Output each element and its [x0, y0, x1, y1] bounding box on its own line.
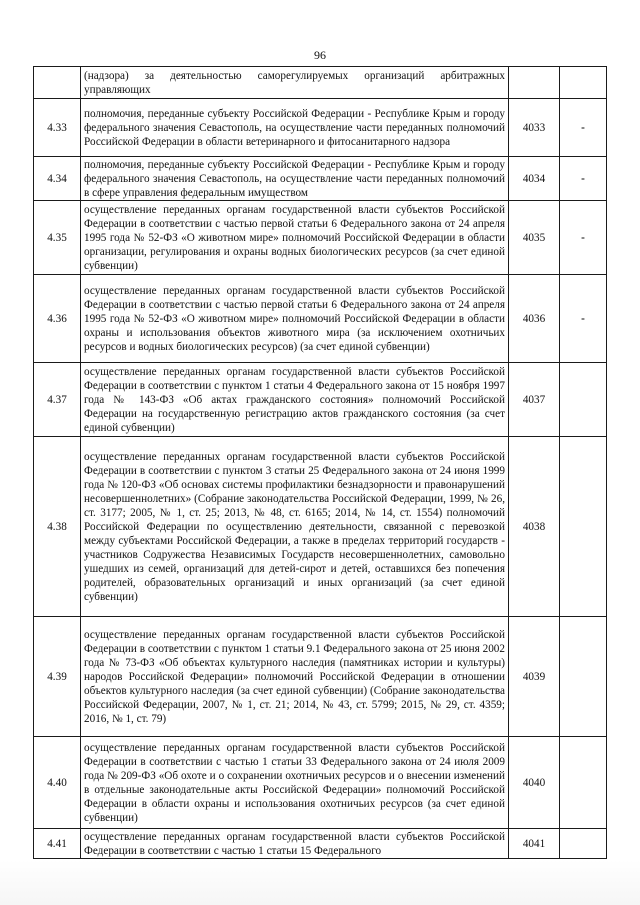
row-number: 4.35 — [34, 201, 81, 275]
table-row — [34, 157, 607, 201]
table-row — [34, 829, 607, 859]
row-value: - — [560, 157, 607, 201]
row-code: 4037 — [509, 363, 560, 437]
row-number: 4.33 — [34, 99, 81, 157]
row-value: - — [560, 99, 607, 157]
row-description: осуществление переданных органам государственной власти субъектов Российской Федерации в соответствии с пунктом 3 статьи 25 Федерального закона от 24 июня 1999 года № 120-ФЗ «Об основах системы профилактики безнадзорности и правонарушений несовершеннолетних» (Собрание законодательства Российской Федерации, 1999, № 26, ст. 3177; 2005, № 1, ст. 25; 2013, № 48, ст. 6165; 2014, № 14, ст. 1554) полномочий Российской Федерации по осуществлению деятельности, связанной с перевозкой между субъектами Российской Федерации, а также в пределах территорий государств - участников Содружества Независимых Государств несовершеннолетних, самовольно ушедших из семей, организаций для детей-сирот и детей, оставшихся без попечения родителей, образовательных организаций и иных организаций (за счет единой субвенции) — [81, 437, 509, 617]
row-value — [560, 737, 607, 829]
row-number — [34, 67, 81, 99]
table-row — [34, 99, 607, 157]
row-value — [560, 829, 607, 859]
table-row — [34, 617, 607, 737]
row-code: 4034 — [509, 157, 560, 201]
row-description: осуществление переданных органам государственной власти субъектов Российской Федерации в соответствии с частью первой статьи 6 Федерального закона от 24 апреля 1995 года № 52-ФЗ «О животном мире» полномочий Российской Федерации в области охраны и использования объектов животного мира (за исключением охотничьих ресурсов и водных биологических ресурсов) (за счет единой субвенции) — [81, 275, 509, 363]
row-number: 4.36 — [34, 275, 81, 363]
row-description: осуществление переданных органам государственной власти субъектов Российской Федерации в соответствии с частью первой статьи 6 Федерального закона от 24 апреля 1995 года № 52-ФЗ «О животном мире» полномочий Российской Федерации в области организации, регулирования и охраны водных биологических ресурсов (за счет единой субвенции) — [81, 201, 509, 275]
table-row — [34, 275, 607, 363]
row-value — [560, 617, 607, 737]
table-row — [34, 737, 607, 829]
page-bottom-margin — [0, 860, 640, 905]
row-value: - — [560, 201, 607, 275]
row-description: осуществление переданных органам государственной власти субъектов Российской Федерации в соответствии с пунктом 1 статьи 9.1 Федерального закона от 25 июня 2002 года № 73-ФЗ «Об объектах культурного наследия (памятниках истории и культуры) народов Российской Федерации» полномочий Российской Федерации в отношении объектов культурного наследия (за счет единой субвенции) (Собрание законодательства Российской Федерации, 2007, № 1, ст. 21; 2014, № 43, ст. 5799; 2015, № 29, ст. 4359; 2016, № 1, ст. 79) — [81, 617, 509, 737]
row-description: полномочия, переданные субъекту Российской Федерации - Республике Крым и городу федерального значения Севастополь, на осуществление части переданных полномочий в сфере управления федеральным имуществом — [81, 157, 509, 201]
row-code: 4038 — [509, 437, 560, 617]
row-description: осуществление переданных органам государственной власти субъектов Российской Федерации в соответствии с частью 1 статьи 15 Федерального — [81, 829, 509, 859]
row-description: осуществление переданных органам государственной власти субъектов Российской Федерации в соответствии с пунктом 1 статьи 4 Федерального закона от 15 ноября 1997 года № 143-ФЗ «Об актах гражданского состояния» полномочий Российской Федерации на государственную регистрацию актов гражданского состояния (за счет единой субвенции) — [81, 363, 509, 437]
row-value: - — [560, 275, 607, 363]
row-description: (надзора) за деятельностью саморегулируемых организаций арбитражных управляющих — [81, 67, 509, 99]
budget-table — [33, 66, 607, 859]
row-description: полномочия, переданные субъекту Российской Федерации - Республике Крым и городу федерального значения Севастополь, на осуществление части переданных полномочий Российской Федерации в области ветеринарного и фитосанитарного надзора — [81, 99, 509, 157]
row-value — [560, 67, 607, 99]
page-number: 96 — [314, 48, 326, 62]
table-row — [34, 67, 607, 99]
row-number: 4.38 — [34, 437, 81, 617]
table-row — [34, 201, 607, 275]
row-code — [509, 67, 560, 99]
row-code: 4041 — [509, 829, 560, 859]
row-code: 4035 — [509, 201, 560, 275]
row-code: 4039 — [509, 617, 560, 737]
row-number: 4.37 — [34, 363, 81, 437]
row-value — [560, 363, 607, 437]
row-number: 4.34 — [34, 157, 81, 201]
row-code: 4040 — [509, 737, 560, 829]
row-code: 4033 — [509, 99, 560, 157]
row-description: осуществление переданных органам государственной власти субъектов Российской Федерации в соответствии с частью 1 статьи 33 Федерального закона от 24 июля 2009 года № 209-ФЗ «Об охоте и о сохранении охотничьих ресурсов и о внесении изменений в отдельные законодательные акты Российской Федерации» полномочий Российской Федерации в области охраны и использования охотничьих ресурсов (за счет единой субвенции) — [81, 737, 509, 829]
row-code: 4036 — [509, 275, 560, 363]
row-value — [560, 437, 607, 617]
table-row — [34, 437, 607, 617]
row-number: 4.41 — [34, 829, 81, 859]
row-number: 4.40 — [34, 737, 81, 829]
row-number: 4.39 — [34, 617, 81, 737]
table-row — [34, 363, 607, 437]
